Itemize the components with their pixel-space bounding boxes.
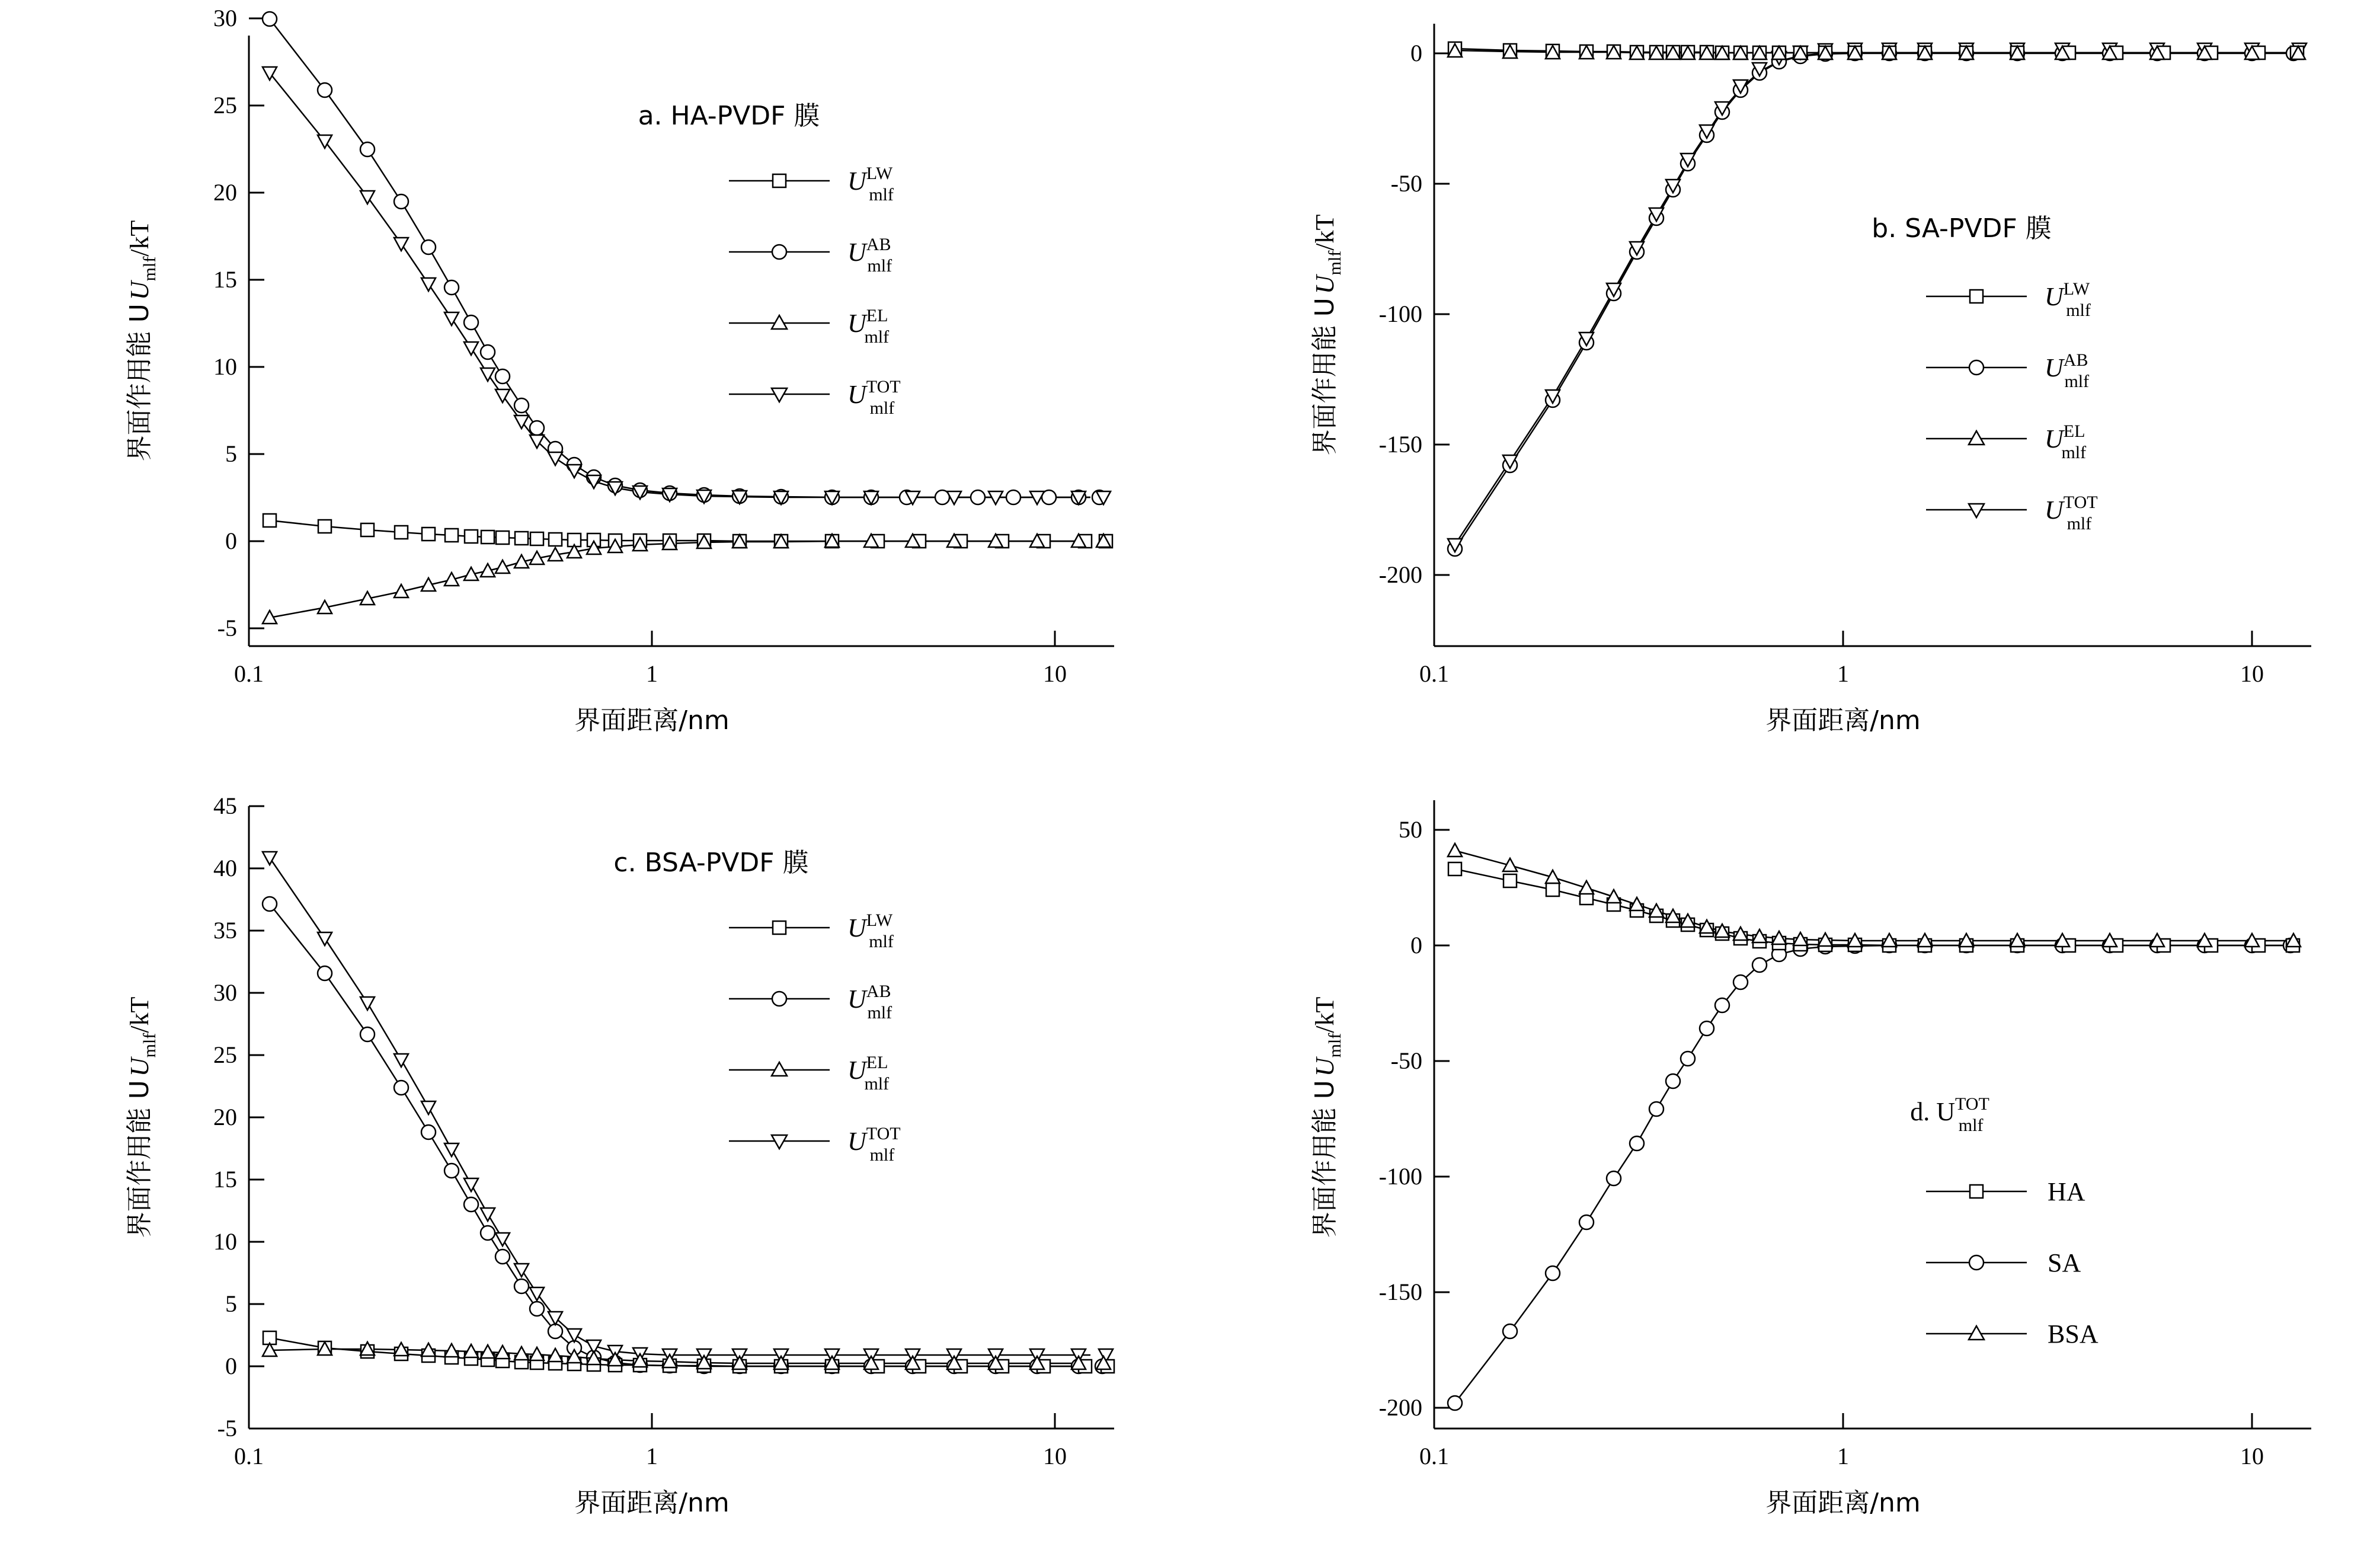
square-marker-icon: [1970, 1185, 1983, 1198]
panel-c-series: [270, 858, 1090, 1366]
legend-item-ab[interactable]: [729, 235, 892, 276]
legend-item-lw[interactable]: [1926, 279, 2091, 320]
panel-b-xtick-1: 1: [1837, 660, 1849, 687]
panel-d-ytick-4: 0: [1410, 932, 1422, 958]
panel-d-title: d. $U^{TOT}$ mlf: [1910, 1094, 1989, 1135]
panel-c-ytick-0: -5: [217, 1415, 237, 1442]
legend-item-bsa[interactable]: [1926, 1319, 2099, 1349]
panel-c-ytick-5: 20: [213, 1104, 237, 1130]
panel-d-markers: [1448, 843, 2301, 1410]
svg-text:界面作用能 UUmlf/kT: 界面作用能 $UU_{mlf}/kT$: [124, 220, 159, 462]
panel-d-xtick-2: 10: [2240, 1443, 2264, 1469]
legend-item-tot[interactable]: [729, 1124, 901, 1165]
panel-a-ytick-7: 30: [213, 5, 237, 31]
panel-c-axes: [249, 806, 1114, 1429]
panel-c-title: c. BSA-PVDF 膜: [613, 848, 809, 878]
panel-c-ytick-2: 5: [225, 1290, 237, 1317]
svg-text:ULWmlf: $U^{LW}$ mlf: [847, 164, 894, 204]
panel-b: [1185, 0, 2380, 776]
circle-marker-icon: [772, 992, 786, 1006]
panel-d-legend: [1926, 1177, 2099, 1349]
circle-marker-icon: [1969, 360, 1984, 375]
panel-b-y-ticks: [1434, 53, 1450, 575]
panel-d-xtick-0: 0.1: [1419, 1443, 1449, 1469]
legend-item-ha[interactable]: [1926, 1177, 2085, 1206]
panel-b-ytick-1: -150: [1378, 431, 1422, 458]
panel-a-legend: [729, 164, 901, 418]
triangle-down-marker-icon: [772, 388, 787, 402]
panel-d-x-ticks: [1434, 1413, 2252, 1429]
svg-text:界面作用能 UUmlf/kT: 界面作用能 $UU_{mlf}/kT$: [1310, 214, 1345, 456]
svg-text:界面作用能 UUmlf/kT: 界面作用能 $UU_{mlf}/kT$: [1310, 996, 1345, 1238]
panel-a-xtick-0: 0.1: [234, 660, 264, 687]
legend-label-bsa: BSA: [2048, 1319, 2099, 1349]
panel-d-ytick-3: -50: [1390, 1047, 1422, 1074]
triangle-up-marker-icon: [1969, 1326, 1984, 1340]
panel-c-ytick-3: 10: [213, 1228, 237, 1255]
legend-item-tot[interactable]: [729, 377, 901, 418]
panel-a-svg: [0, 0, 1185, 776]
panel-c-xtick-0: 0.1: [234, 1443, 264, 1469]
panel-c: [0, 776, 1185, 1553]
panel-d-xlabel: 界面距离/nm: [1765, 1488, 1921, 1518]
panel-b-xtick-0: 0.1: [1419, 660, 1449, 687]
panel-c-markers: [263, 852, 1114, 1373]
svg-text:UELmlf: $U^{EL}$ mlf: [847, 1053, 890, 1094]
square-marker-icon: [1970, 290, 1983, 303]
panel-c-legend: [729, 910, 901, 1165]
square-marker-icon: [773, 174, 786, 187]
panel-a-ytick-5: 20: [213, 179, 237, 206]
svg-text:UTOTmlf: $U^{TOT}$ mlf: [847, 377, 901, 418]
circle-marker-icon: [1969, 1255, 1984, 1270]
panel-b-ytick-0: -200: [1378, 561, 1422, 588]
panel-a-ytick-0: -5: [217, 615, 237, 641]
panel-b-xlabel: 界面距离/nm: [1765, 705, 1921, 736]
panel-b-xtick-2: 10: [2240, 660, 2264, 687]
panel-a-xtick-1: 1: [646, 660, 658, 687]
panel-d-ytick-2: -100: [1378, 1163, 1422, 1190]
svg-text:UABmlf: $U^{AB}$ mlf: [847, 982, 892, 1022]
panel-b-markers: [1448, 42, 2307, 556]
panel-a-ytick-4: 15: [213, 266, 237, 293]
panel-a-ytick-6: 25: [213, 92, 237, 119]
circle-marker-icon: [772, 245, 786, 259]
panel-a: [0, 0, 1185, 776]
svg-text:UTOTmlf: $U^{TOT}$ mlf: [847, 1124, 901, 1165]
panel-b-ytick-4: 0: [1410, 40, 1422, 66]
panel-c-x-ticks: [249, 1413, 1055, 1429]
panel-c-xlabel: 界面距离/nm: [574, 1488, 730, 1518]
panel-a-xtick-2: 10: [1043, 660, 1067, 687]
panel-c-ytick-7: 30: [213, 979, 237, 1006]
panel-c-ytick-10: 45: [213, 793, 237, 819]
panel-b-series: [1455, 49, 2293, 549]
triangle-up-marker-icon: [1969, 431, 1984, 445]
triangle-down-marker-icon: [772, 1135, 787, 1149]
panel-a-ylabel: [124, 221, 159, 462]
panel-a-ylabel-cn: 界面作用能 U: [124, 303, 155, 462]
svg-text:ULWmlf: $U^{LW}$ mlf: [847, 910, 894, 951]
panel-d-ytick-0: -200: [1378, 1394, 1422, 1421]
panel-c-svg: [0, 776, 1185, 1553]
panel-d-series: [1455, 851, 2293, 1403]
legend-item-el[interactable]: [1926, 421, 2086, 462]
panel-a-y-ticks: [249, 18, 264, 628]
panel-d-ytick-5: 50: [1399, 816, 1422, 843]
panel-d-ylabel: [1310, 997, 1345, 1238]
panel-a-x-ticks: [249, 631, 1055, 646]
panel-c-xtick-2: 10: [1043, 1443, 1067, 1469]
panel-a-xlabel: 界面距离/nm: [574, 705, 730, 736]
panel-d-axes: [1434, 800, 2311, 1429]
panel-c-ytick-4: 15: [213, 1166, 237, 1193]
svg-text:界面作用能 UUmlf/kT: 界面作用能 $UU_{mlf}/kT$: [124, 996, 159, 1238]
panel-b-legend: [1926, 279, 2098, 533]
panel-c-ytick-6: 25: [213, 1041, 237, 1068]
panel-c-ytick-1: 0: [225, 1353, 237, 1379]
panel-d-xtick-1: 1: [1837, 1443, 1849, 1469]
triangle-up-marker-icon: [772, 315, 787, 329]
triangle-down-marker-icon: [1969, 504, 1984, 517]
legend-item-el[interactable]: [729, 1053, 889, 1094]
svg-text:UABmlf: $U^{AB}$ mlf: [847, 235, 892, 276]
panel-b-svg: [1185, 0, 2380, 776]
legend-item-el[interactable]: [729, 306, 889, 347]
panel-d-y-ticks: [1434, 830, 1450, 1408]
panel-d-ytick-1: -150: [1378, 1279, 1422, 1305]
panel-a-title: a. HA-PVDF 膜: [638, 101, 820, 131]
legend-item-lw[interactable]: [729, 164, 894, 204]
legend-item-tot[interactable]: [1926, 493, 2098, 533]
svg-text:UTOTmlf: $U^{TOT}$ mlf: [2045, 493, 2098, 533]
svg-text:UELmlf: $U^{EL}$ mlf: [847, 306, 890, 347]
legend-item-lw[interactable]: [729, 910, 894, 951]
panel-c-ylabel: [124, 997, 159, 1238]
legend-item-ab[interactable]: [729, 982, 892, 1022]
panel-c-ytick-8: 35: [213, 917, 237, 944]
svg-text:UELmlf: $U^{EL}$ mlf: [2045, 421, 2087, 462]
panel-b-ylabel: [1310, 215, 1345, 456]
panel-b-title: b. SA-PVDF 膜: [1872, 213, 2052, 244]
svg-text:UABmlf: $U^{AB}$ mlf: [2045, 350, 2090, 391]
panel-a-ytick-1: 0: [225, 528, 237, 554]
legend-label-ha: HA: [2048, 1177, 2085, 1206]
panel-d-svg: [1185, 776, 2380, 1553]
panel-b-x-ticks: [1434, 631, 2252, 646]
legend-item-ab[interactable]: [1926, 350, 2089, 391]
panel-c-xtick-1: 1: [646, 1443, 658, 1469]
panel-a-ytick-2: 5: [225, 440, 237, 467]
legend-item-sa[interactable]: [1926, 1248, 2081, 1277]
panel-b-axes: [1434, 24, 2311, 646]
panel-c-ytick-9: 40: [213, 855, 237, 881]
svg-text:ULWmlf: $U^{LW}$ mlf: [2045, 279, 2091, 320]
panel-c-y-ticks: [249, 806, 264, 1429]
square-marker-icon: [773, 921, 786, 934]
panel-b-ytick-3: -50: [1390, 170, 1422, 197]
triangle-up-marker-icon: [772, 1062, 787, 1076]
panel-b-ytick-2: -100: [1378, 301, 1422, 327]
legend-label-sa: SA: [2048, 1248, 2081, 1277]
panel-a-ytick-3: 10: [213, 353, 237, 380]
panel-d: [1185, 776, 2380, 1553]
